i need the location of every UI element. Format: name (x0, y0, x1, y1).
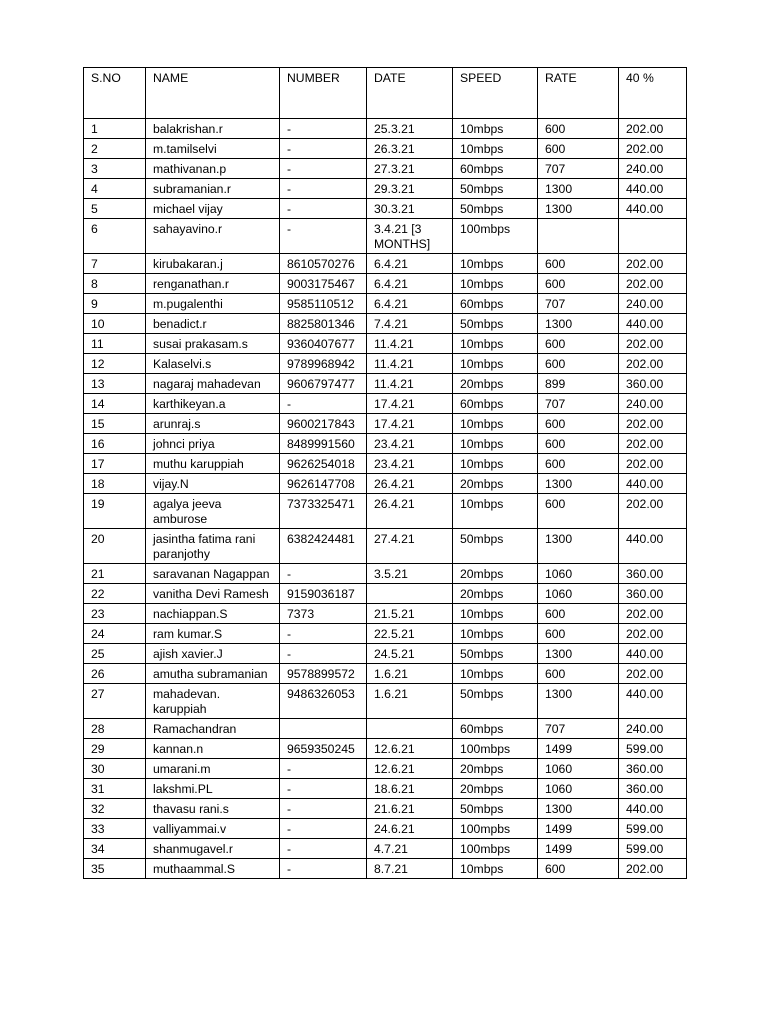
cell-speed: 10mbps (453, 434, 538, 454)
cell-number: - (280, 119, 367, 139)
cell-rate: 600 (538, 624, 619, 644)
cell-sno: 1 (84, 119, 146, 139)
cell-rate (538, 219, 619, 254)
cell-percent: 202.00 (619, 414, 687, 434)
cell-name: vijay.N (146, 474, 280, 494)
cell-number: - (280, 859, 367, 879)
cell-name: renganathan.r (146, 274, 280, 294)
cell-name: amutha subramanian (146, 664, 280, 684)
cell-number: 9600217843 (280, 414, 367, 434)
cell-date: 4.7.21 (367, 839, 453, 859)
cell-name: valliyammai.v (146, 819, 280, 839)
cell-speed: 50mbps (453, 799, 538, 819)
table-row (84, 584, 687, 604)
cell-rate: 1300 (538, 684, 619, 719)
cell-sno: 31 (84, 779, 146, 799)
cell-rate: 1300 (538, 644, 619, 664)
cell-percent: 202.00 (619, 494, 687, 529)
cell-number: 9626254018 (280, 454, 367, 474)
cell-name: agalya jeeva amburose (146, 494, 280, 529)
table-row (84, 739, 687, 759)
header-name: NAME (146, 68, 280, 119)
table-row (84, 799, 687, 819)
cell-name: johnci priya (146, 434, 280, 454)
cell-rate: 1499 (538, 739, 619, 759)
cell-date: 26.3.21 (367, 139, 453, 159)
table-row (84, 779, 687, 799)
cell-speed: 10mbps (453, 414, 538, 434)
cell-speed: 20mbps (453, 779, 538, 799)
cell-sno: 16 (84, 434, 146, 454)
cell-speed: 20mbps (453, 584, 538, 604)
cell-name: benadict.r (146, 314, 280, 334)
cell-sno: 20 (84, 529, 146, 564)
cell-speed: 10mbps (453, 604, 538, 624)
cell-percent: 240.00 (619, 294, 687, 314)
cell-sno: 28 (84, 719, 146, 739)
cell-speed: 20mbps (453, 564, 538, 584)
cell-rate: 707 (538, 394, 619, 414)
cell-percent: 360.00 (619, 779, 687, 799)
cell-percent: 360.00 (619, 584, 687, 604)
cell-date: 24.5.21 (367, 644, 453, 664)
cell-number: 8610570276 (280, 254, 367, 274)
cell-date: 23.4.21 (367, 434, 453, 454)
cell-percent: 360.00 (619, 759, 687, 779)
cell-rate: 600 (538, 494, 619, 529)
cell-number: - (280, 219, 367, 254)
cell-name: Ramachandran (146, 719, 280, 739)
cell-sno: 32 (84, 799, 146, 819)
cell-date: 30.3.21 (367, 199, 453, 219)
cell-date: 1.6.21 (367, 664, 453, 684)
cell-name: lakshmi.PL (146, 779, 280, 799)
cell-name: Kalaselvi.s (146, 354, 280, 374)
cell-sno: 5 (84, 199, 146, 219)
cell-speed: 20mbps (453, 474, 538, 494)
cell-speed: 100mbps (453, 219, 538, 254)
cell-rate: 1499 (538, 839, 619, 859)
cell-speed: 10mbps (453, 334, 538, 354)
cell-sno: 4 (84, 179, 146, 199)
cell-speed: 10mbps (453, 664, 538, 684)
cell-name: nagaraj mahadevan (146, 374, 280, 394)
table-row (84, 604, 687, 624)
cell-sno: 18 (84, 474, 146, 494)
cell-date: 7.4.21 (367, 314, 453, 334)
cell-percent: 440.00 (619, 529, 687, 564)
cell-speed: 50mbps (453, 199, 538, 219)
cell-rate: 600 (538, 274, 619, 294)
cell-sno: 35 (84, 859, 146, 879)
cell-number: 8489991560 (280, 434, 367, 454)
cell-rate: 600 (538, 434, 619, 454)
table-row (84, 314, 687, 334)
table-row (84, 529, 687, 564)
cell-name: kirubakaran.j (146, 254, 280, 274)
table-row (84, 839, 687, 859)
cell-percent: 360.00 (619, 374, 687, 394)
cell-rate: 707 (538, 719, 619, 739)
cell-number: - (280, 199, 367, 219)
cell-percent: 440.00 (619, 314, 687, 334)
cell-number: 9659350245 (280, 739, 367, 759)
cell-date: 11.4.21 (367, 354, 453, 374)
cell-speed: 10mbps (453, 859, 538, 879)
cell-sno: 30 (84, 759, 146, 779)
cell-speed: 10mbps (453, 119, 538, 139)
cell-date: 3.4.21 [3 MONTHS] (367, 219, 453, 254)
cell-number: 9360407677 (280, 334, 367, 354)
cell-speed: 50mbps (453, 644, 538, 664)
cell-speed: 100mbps (453, 739, 538, 759)
cell-sno: 9 (84, 294, 146, 314)
cell-date: 21.5.21 (367, 604, 453, 624)
cell-sno: 34 (84, 839, 146, 859)
cell-sno: 19 (84, 494, 146, 529)
cell-rate: 600 (538, 414, 619, 434)
cell-percent: 240.00 (619, 159, 687, 179)
cell-date (367, 584, 453, 604)
cell-name: kannan.n (146, 739, 280, 759)
cell-speed: 60mbps (453, 719, 538, 739)
cell-percent: 202.00 (619, 859, 687, 879)
cell-rate: 600 (538, 604, 619, 624)
cell-name: shanmugavel.r (146, 839, 280, 859)
table-row (84, 139, 687, 159)
table-row (84, 159, 687, 179)
cell-speed: 50mbps (453, 179, 538, 199)
cell-speed: 10mbps (453, 454, 538, 474)
table-row (84, 274, 687, 294)
cell-speed: 50mbps (453, 684, 538, 719)
cell-rate: 1499 (538, 819, 619, 839)
cell-sno: 33 (84, 819, 146, 839)
cell-rate: 1060 (538, 779, 619, 799)
cell-sno: 26 (84, 664, 146, 684)
cell-date: 17.4.21 (367, 414, 453, 434)
cell-number: 9003175467 (280, 274, 367, 294)
cell-name: mahadevan. karuppiah (146, 684, 280, 719)
cell-sno: 11 (84, 334, 146, 354)
cell-speed: 60mbps (453, 394, 538, 414)
cell-date: 26.4.21 (367, 474, 453, 494)
cell-date: 6.4.21 (367, 294, 453, 314)
table-row (84, 374, 687, 394)
cell-percent: 202.00 (619, 454, 687, 474)
cell-number: 7373 (280, 604, 367, 624)
cell-sno: 2 (84, 139, 146, 159)
cell-speed: 10mbps (453, 354, 538, 374)
cell-rate: 1300 (538, 179, 619, 199)
table-row (84, 254, 687, 274)
cell-number (280, 719, 367, 739)
cell-date: 25.3.21 (367, 119, 453, 139)
cell-speed: 10mbps (453, 494, 538, 529)
cell-speed: 100mbps (453, 839, 538, 859)
cell-number: - (280, 839, 367, 859)
cell-date: 29.3.21 (367, 179, 453, 199)
cell-date: 3.5.21 (367, 564, 453, 584)
cell-rate: 707 (538, 294, 619, 314)
cell-sno: 8 (84, 274, 146, 294)
header-date: DATE (367, 68, 453, 119)
cell-sno: 22 (84, 584, 146, 604)
cell-name: sahayavino.r (146, 219, 280, 254)
cell-number: 9486326053 (280, 684, 367, 719)
table-row (84, 294, 687, 314)
cell-number: 9585110512 (280, 294, 367, 314)
cell-percent (619, 219, 687, 254)
header-rate: RATE (538, 68, 619, 119)
cell-rate: 1300 (538, 474, 619, 494)
cell-percent: 202.00 (619, 274, 687, 294)
cell-percent: 440.00 (619, 474, 687, 494)
cell-number: 6382424481 (280, 529, 367, 564)
table-row (84, 454, 687, 474)
cell-name: susai prakasam.s (146, 334, 280, 354)
table-row (84, 624, 687, 644)
cell-name: muthu karuppiah (146, 454, 280, 474)
cell-speed: 60mbps (453, 294, 538, 314)
cell-rate: 1300 (538, 529, 619, 564)
cell-sno: 3 (84, 159, 146, 179)
cell-rate: 1060 (538, 759, 619, 779)
cell-rate: 1300 (538, 799, 619, 819)
cell-rate: 600 (538, 139, 619, 159)
table-row (84, 219, 687, 254)
header-percent: 40 % (619, 68, 687, 119)
table-row (84, 199, 687, 219)
cell-date: 6.4.21 (367, 254, 453, 274)
cell-rate: 600 (538, 334, 619, 354)
cell-sno: 23 (84, 604, 146, 624)
cell-rate: 600 (538, 119, 619, 139)
cell-date: 24.6.21 (367, 819, 453, 839)
cell-rate: 600 (538, 354, 619, 374)
cell-sno: 29 (84, 739, 146, 759)
cell-sno: 25 (84, 644, 146, 664)
cell-percent: 599.00 (619, 819, 687, 839)
cell-sno: 24 (84, 624, 146, 644)
cell-speed: 20mbps (453, 374, 538, 394)
cell-sno: 14 (84, 394, 146, 414)
table-row (84, 119, 687, 139)
table-row (84, 564, 687, 584)
cell-name: balakrishan.r (146, 119, 280, 139)
cell-number: - (280, 819, 367, 839)
cell-name: karthikeyan.a (146, 394, 280, 414)
cell-percent: 440.00 (619, 684, 687, 719)
cell-name: m.pugalenthi (146, 294, 280, 314)
cell-date: 11.4.21 (367, 334, 453, 354)
table-row (84, 179, 687, 199)
cell-speed: 10mbps (453, 139, 538, 159)
cell-sno: 6 (84, 219, 146, 254)
cell-date (367, 719, 453, 739)
cell-name: jasintha fatima rani paranjothy (146, 529, 280, 564)
cell-percent: 202.00 (619, 139, 687, 159)
table-row (84, 334, 687, 354)
cell-percent: 202.00 (619, 334, 687, 354)
cell-number: - (280, 159, 367, 179)
cell-percent: 202.00 (619, 354, 687, 374)
cell-number: - (280, 644, 367, 664)
cell-name: michael vijay (146, 199, 280, 219)
cell-speed: 10mbps (453, 274, 538, 294)
table-row (84, 354, 687, 374)
cell-speed: 20mbps (453, 759, 538, 779)
cell-rate: 899 (538, 374, 619, 394)
cell-number: - (280, 624, 367, 644)
document-page (83, 67, 686, 879)
table-row (84, 819, 687, 839)
cell-speed: 10mbps (453, 624, 538, 644)
cell-number: 9606797477 (280, 374, 367, 394)
cell-name: ajish xavier.J (146, 644, 280, 664)
table-row (84, 494, 687, 529)
cell-percent: 202.00 (619, 434, 687, 454)
table-row (84, 719, 687, 739)
cell-date: 1.6.21 (367, 684, 453, 719)
cell-name: saravanan Nagappan (146, 564, 280, 584)
cell-name: ram kumar.S (146, 624, 280, 644)
cell-percent: 599.00 (619, 739, 687, 759)
cell-date: 11.4.21 (367, 374, 453, 394)
cell-name: arunraj.s (146, 414, 280, 434)
table-row (84, 664, 687, 684)
cell-number: - (280, 139, 367, 159)
cell-sno: 13 (84, 374, 146, 394)
table-row (84, 434, 687, 454)
cell-number: - (280, 799, 367, 819)
cell-number: - (280, 179, 367, 199)
cell-date: 21.6.21 (367, 799, 453, 819)
cell-rate: 1300 (538, 199, 619, 219)
cell-percent: 440.00 (619, 179, 687, 199)
cell-sno: 21 (84, 564, 146, 584)
cell-percent: 202.00 (619, 254, 687, 274)
table-body (84, 119, 687, 879)
cell-date: 8.7.21 (367, 859, 453, 879)
cell-percent: 202.00 (619, 119, 687, 139)
header-sno: S.NO (84, 68, 146, 119)
cell-number: 9578899572 (280, 664, 367, 684)
cell-name: vanitha Devi Ramesh (146, 584, 280, 604)
cell-number: 9159036187 (280, 584, 367, 604)
cell-percent: 599.00 (619, 839, 687, 859)
cell-rate: 1060 (538, 564, 619, 584)
cell-date: 12.6.21 (367, 739, 453, 759)
cell-rate: 600 (538, 859, 619, 879)
cell-speed: 100mpbs (453, 819, 538, 839)
cell-name: umarani.m (146, 759, 280, 779)
cell-rate: 1060 (538, 584, 619, 604)
cell-number: - (280, 564, 367, 584)
cell-date: 6.4.21 (367, 274, 453, 294)
cell-sno: 17 (84, 454, 146, 474)
cell-sno: 27 (84, 684, 146, 719)
cell-date: 23.4.21 (367, 454, 453, 474)
cell-rate: 600 (538, 664, 619, 684)
header-number: NUMBER (280, 68, 367, 119)
cell-rate: 600 (538, 454, 619, 474)
header-speed: SPEED (453, 68, 538, 119)
cell-percent: 240.00 (619, 719, 687, 739)
table-row (84, 414, 687, 434)
table-row (84, 684, 687, 719)
table-header-row (84, 68, 687, 119)
cell-percent: 240.00 (619, 394, 687, 414)
cell-date: 18.6.21 (367, 779, 453, 799)
cell-percent: 440.00 (619, 199, 687, 219)
cell-number: 7373325471 (280, 494, 367, 529)
cell-name: m.tamilselvi (146, 139, 280, 159)
cell-percent: 440.00 (619, 644, 687, 664)
cell-rate: 1300 (538, 314, 619, 334)
cell-date: 27.3.21 (367, 159, 453, 179)
cell-rate: 707 (538, 159, 619, 179)
table-row (84, 474, 687, 494)
subscriber-table (83, 67, 687, 879)
cell-date: 27.4.21 (367, 529, 453, 564)
cell-number: - (280, 759, 367, 779)
cell-percent: 440.00 (619, 799, 687, 819)
cell-sno: 15 (84, 414, 146, 434)
cell-percent: 360.00 (619, 564, 687, 584)
cell-name: subramanian.r (146, 179, 280, 199)
table-row (84, 859, 687, 879)
cell-speed: 60mbps (453, 159, 538, 179)
table-row (84, 759, 687, 779)
cell-number: 9789968942 (280, 354, 367, 374)
cell-percent: 202.00 (619, 624, 687, 644)
cell-speed: 10mbps (453, 254, 538, 274)
cell-name: mathivanan.p (146, 159, 280, 179)
cell-rate: 600 (538, 254, 619, 274)
cell-name: nachiappan.S (146, 604, 280, 624)
cell-name: muthaammal.S (146, 859, 280, 879)
cell-number: - (280, 779, 367, 799)
cell-number: 9626147708 (280, 474, 367, 494)
cell-speed: 50mbps (453, 314, 538, 334)
cell-sno: 12 (84, 354, 146, 374)
cell-sno: 7 (84, 254, 146, 274)
cell-date: 26.4.21 (367, 494, 453, 529)
cell-speed: 50mbps (453, 529, 538, 564)
table-row (84, 394, 687, 414)
cell-percent: 202.00 (619, 664, 687, 684)
cell-number: 8825801346 (280, 314, 367, 334)
cell-date: 17.4.21 (367, 394, 453, 414)
cell-date: 12.6.21 (367, 759, 453, 779)
cell-sno: 10 (84, 314, 146, 334)
cell-percent: 202.00 (619, 604, 687, 624)
cell-date: 22.5.21 (367, 624, 453, 644)
table-row (84, 644, 687, 664)
cell-number: - (280, 394, 367, 414)
cell-name: thavasu rani.s (146, 799, 280, 819)
